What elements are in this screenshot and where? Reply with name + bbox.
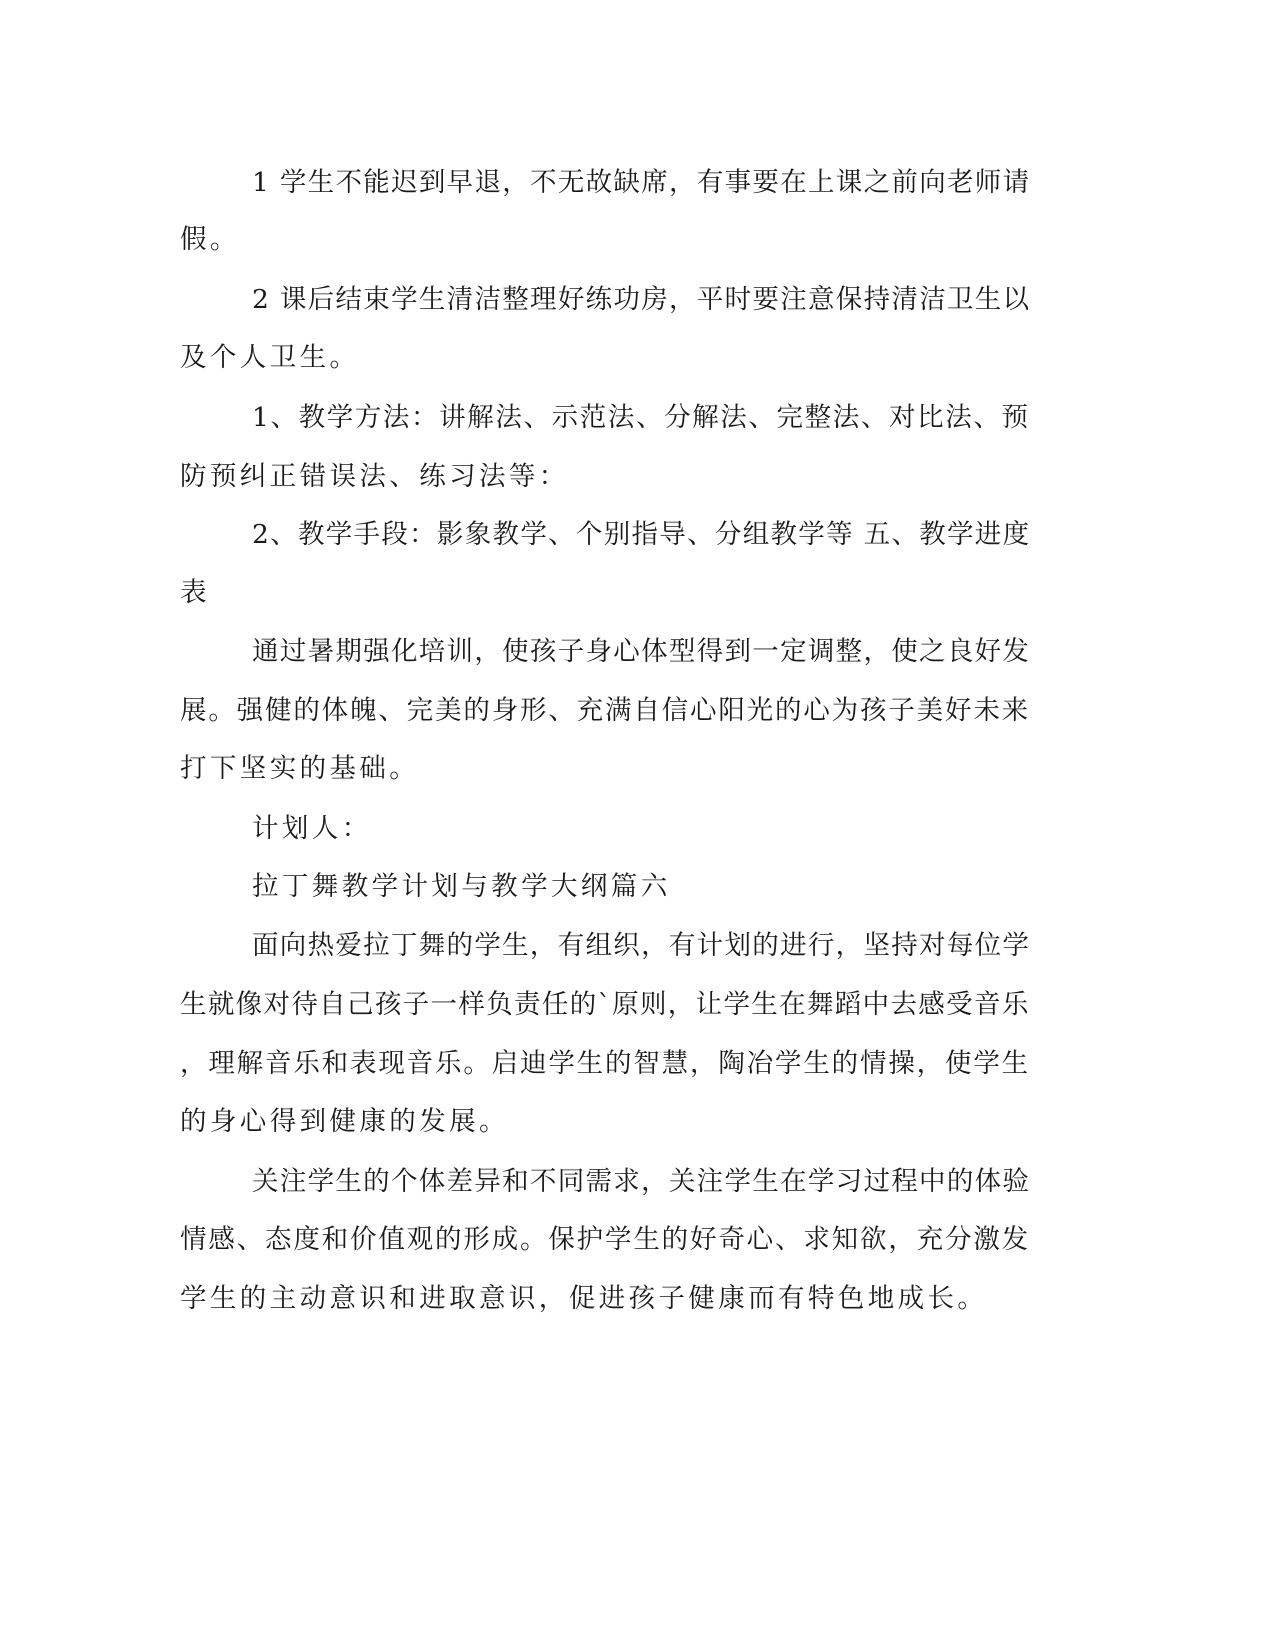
text-line: 2、教学手段：影象教学、个别指导、分组教学等 五、教学进度 [252,519,1031,550]
text-line: 通过暑期强化培训，使孩子身心体型得到一定调整，使之良好发 [252,636,1031,667]
text-line: 假。 [180,224,240,255]
text-line: 2 课后结束学生清洁整理好练功房，平时要注意保持清洁卫生以 [252,284,1031,315]
text-line: 展。强健的体魄、完美的身形、充满自信心阳光的心为孩子美好未来 [180,695,1030,726]
section-heading: 拉丁舞教学计划与教学大纲篇六 [252,871,671,902]
text-line: 防预纠正错误法、练习法等： [180,461,569,492]
text-line: ，理解音乐和表现音乐。启迪学生的智慧，陶冶学生的情操，使学生 [180,1048,1030,1079]
text-line: 打下坚实的基础。 [180,753,420,784]
text-line: 1 学生不能迟到早退，不无故缺席，有事要在上课之前向老师请 [252,167,1031,198]
text-line: 学生的主动意识和进取意识，促进孩子健康而有特色地成长。 [180,1283,988,1314]
text-line: 的身心得到健康的发展。 [180,1106,509,1137]
text-line: 及个人卫生。 [180,342,360,373]
text-line: 生就像对待自己孩子一样负责任的`原则，让学生在舞蹈中去感受音乐 [180,989,1030,1020]
text-line: 情感、态度和价值观的形成。保护学生的好奇心、求知欲，充分激发 [180,1224,1030,1255]
text-line: 关注学生的个体差异和不同需求，关注学生在学习过程中的体验 [252,1166,1031,1197]
text-line: 1、教学方法：讲解法、示范法、分解法、完整法、对比法、预 [252,402,1030,433]
text-line: 面向热爱拉丁舞的学生，有组织，有计划的进行，坚持对每位学 [252,930,1031,961]
text-line: 表 [180,577,210,608]
text-line: 计划人： [252,813,372,844]
